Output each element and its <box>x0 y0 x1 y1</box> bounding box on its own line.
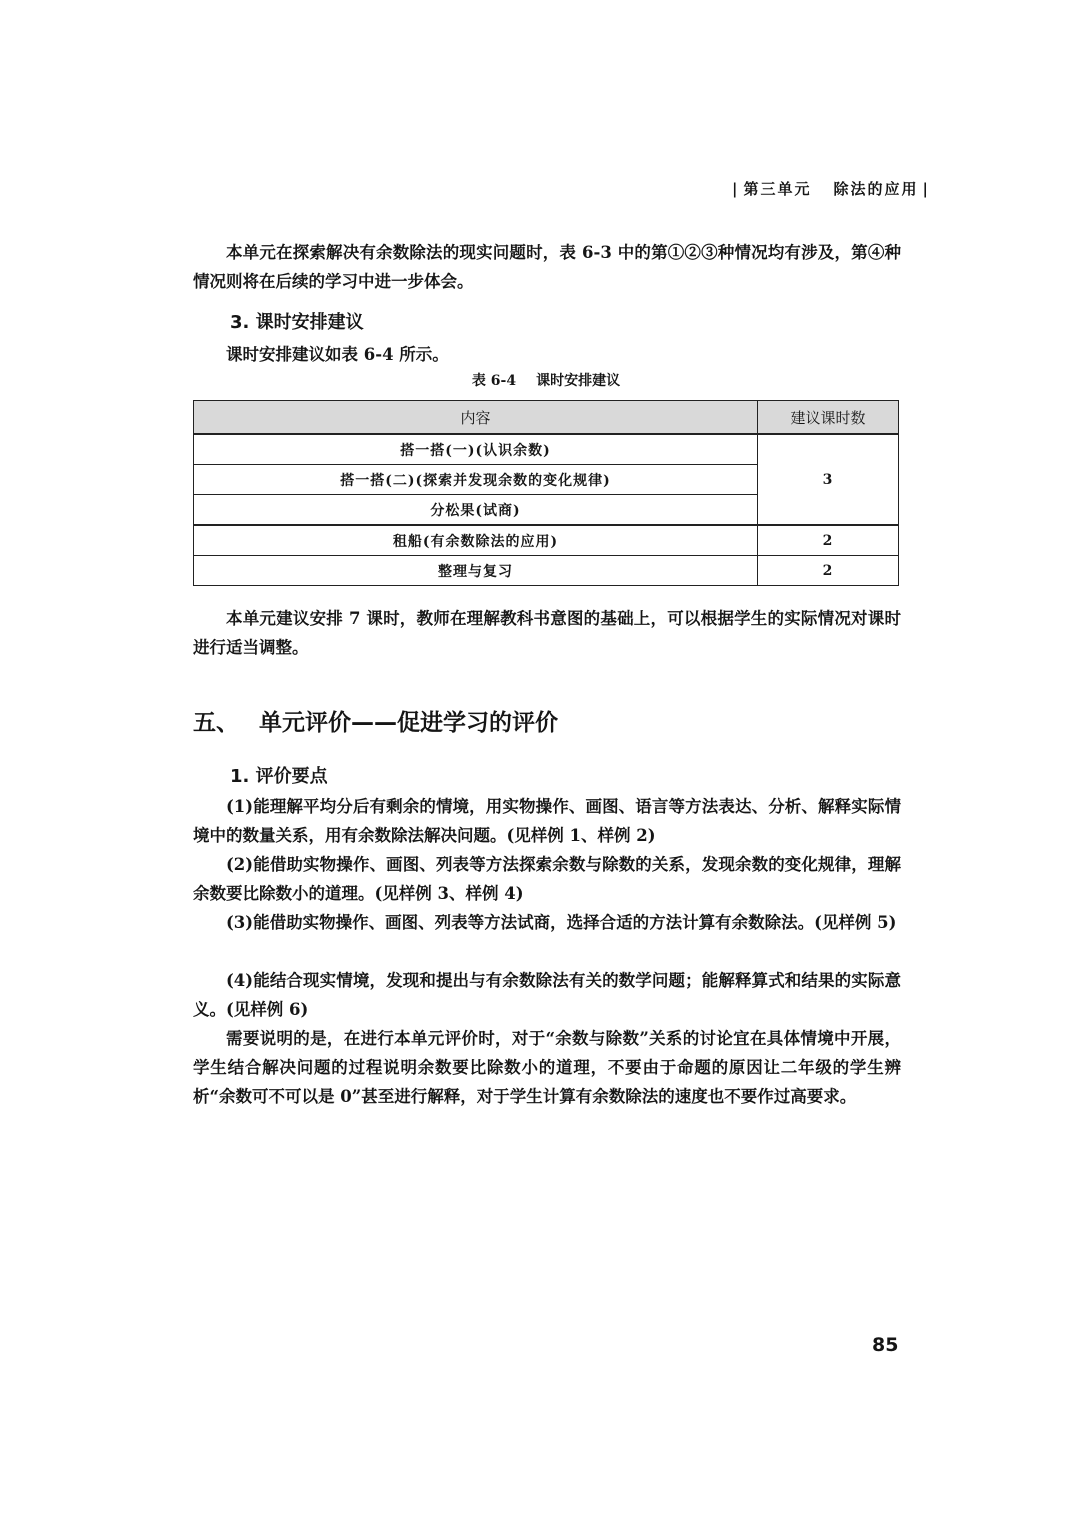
row-hours: 2 <box>758 556 899 586</box>
table-caption <box>193 370 899 390</box>
header-hours: 建议课时数 <box>758 401 899 435</box>
table-caption-title: 课时安排建议 <box>536 373 621 389</box>
eval-note: 需要说明的是，在进行本单元评价时，对于“余数与除数”关系的讨论宜在具体情境中开展，学生结合解决问题的过程说明余数要比除数小的道理，不要由于命题的原因让二年级的学生辨析“余数可不可以是 0”甚至进行解释，对于学生计算有余数除法的速度也不要作过高要求。 <box>193 1029 901 1106</box>
header-rule-right: | <box>922 180 930 198</box>
eval-item-4: (4)能结合现实情境，发现和提出与有余数除法有关的数学问题；能解释算式和结果的实际意义。(见样例 6) <box>193 971 901 1019</box>
section5-title: 单元评价——促进学习的评价 <box>259 710 558 736</box>
row-content: 租船(有余数除法的应用) <box>194 525 758 556</box>
table-header-row <box>194 401 899 435</box>
row-hours: 2 <box>758 525 899 556</box>
page-number: 85 <box>872 1334 899 1356</box>
row-content: 分松果(试商) <box>194 495 758 526</box>
table-row <box>194 525 899 556</box>
eval-item-2: (2)能借助实物操作、画图、列表等方法探索余数与除数的关系，发现余数的变化规律，理解余数要比除数小的道理。(见样例 3、样例 4) <box>193 855 901 903</box>
row-content: 整理与复习 <box>194 556 758 586</box>
eval-item-3: (3)能借助实物操作、画图、列表等方法试商，选择合适的方法计算有余数除法。(见样例 5) <box>226 913 897 932</box>
table-caption-number: 表 6-4 <box>471 373 517 389</box>
intro-paragraph: 本单元在探索解决有余数除法的现实问题时，表 6-3 中的第①②③种情况均有涉及，第④种情况则将在后续的学习中进一步体会。 <box>193 243 901 291</box>
table-row <box>194 556 899 586</box>
section5-number: 五、 <box>193 710 239 736</box>
table-row <box>194 434 899 465</box>
lesson-schedule-table <box>193 400 899 586</box>
running-header <box>728 178 934 199</box>
header-rule-left: | <box>732 180 740 198</box>
row-content: 搭一搭(一)(认识余数) <box>194 434 758 465</box>
row-hours-group: 3 <box>758 434 899 525</box>
eval-points-heading: 1. 评价要点 <box>230 766 328 787</box>
section5-heading <box>193 704 558 737</box>
header-content: 内容 <box>194 401 758 435</box>
eval-item-1: (1)能理解平均分后有剩余的情境，用实物操作、画图、语言等方法表达、分析、解释实际情境中的数量关系，用有余数除法解决问题。(见样例 1、样例 2) <box>193 797 901 845</box>
section3-lead: 课时安排建议如表 6-4 所示。 <box>226 345 449 364</box>
header-unit: 第三单元 <box>743 180 812 198</box>
header-title: 除法的应用 <box>833 180 919 198</box>
section3-heading: 3. 课时安排建议 <box>230 312 364 333</box>
row-content: 搭一搭(二)(探索并发现余数的变化规律) <box>194 465 758 495</box>
after-table-paragraph: 本单元建议安排 7 课时，教师在理解教科书意图的基础上，可以根据学生的实际情况对课时进行适当调整。 <box>193 609 901 657</box>
